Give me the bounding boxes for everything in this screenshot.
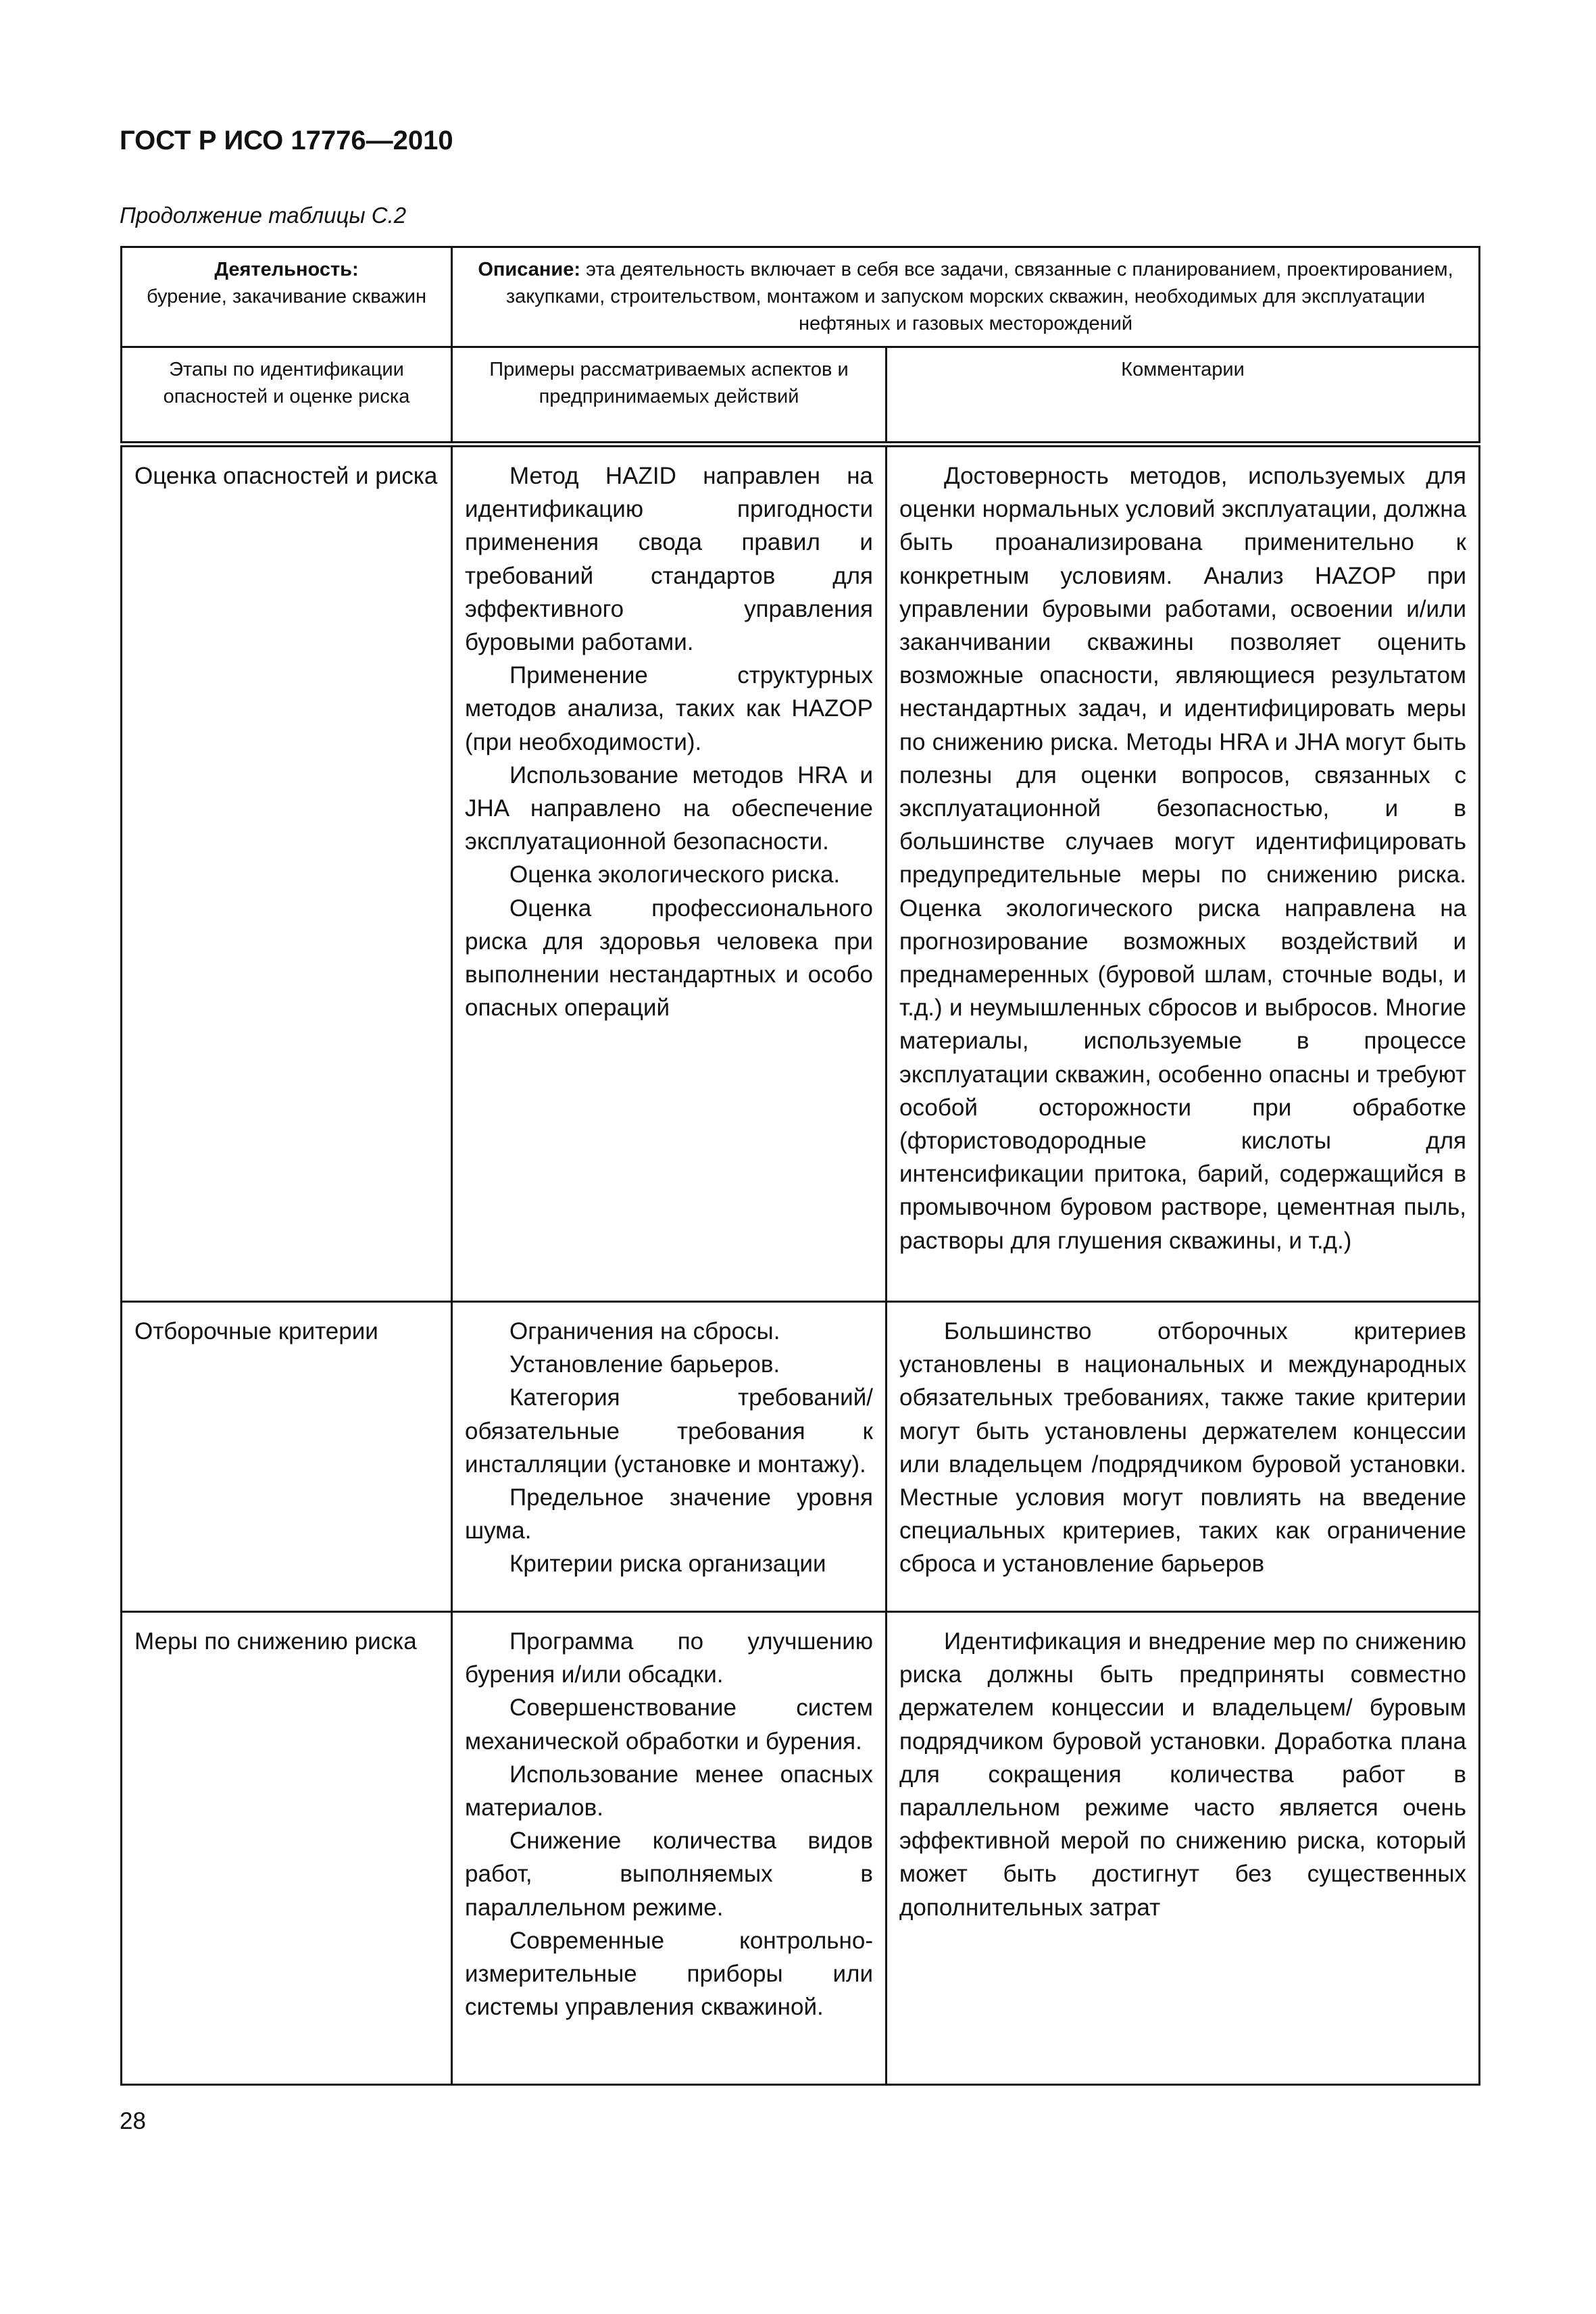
stage-cell: Оценка опасностей и риска (134, 463, 438, 489)
table-row (122, 445, 1480, 1302)
example-item: Предельное значение уровня шума. (465, 1484, 873, 1544)
example-item: Современные контрольно-измерительные приборы или системы управления скважиной. (465, 1927, 873, 2021)
comment-text: Достоверность методов, используемых для оценки нормальных условий эксплуатации, должна быть проанализирована применительно к конкретным условиям. Анализ HAZOP при управлении буровыми работами, освоении и/или заканчивании скважины позволяет оценить возможные опасности, являющиеся результатом нестандартных задач, и идентифицировать меры по снижению риска. Методы HRA и JHA могут быть полезны для оценки вопросов, связанных с эксплуатационной безопасностью, и в большинстве случаев могут идентифицировать предупредительные меры по снижению риска. Оценка экологического риска направлена на прогнозирование возможных воздействий и преднамеренных (буровой шлам, сточные воды, и т.д.) и неумышленных сбросов и выбросов. Многие материалы, используемые в процессе эксплуатации скважин, особенно опасны и требуют особой осторожности при обработке (фтористоводородные кислоты для интенсификации притока, барий, содержащийся в промывочном буровом растворе, цементная пыль, растворы для глушения скважины, и т.д.) (899, 463, 1466, 1254)
example-item: Совершенствование систем механической обработки и бурения. (465, 1694, 873, 1755)
description-label: Описание: (478, 259, 581, 280)
hazard-table (120, 246, 1480, 2086)
example-item: Снижение количества видов работ, выполняемых в параллельном режиме. (465, 1828, 873, 1921)
stage-cell: Меры по снижению риска (134, 1628, 417, 1655)
example-item: Критерии риска организации (509, 1551, 826, 1578)
column-header: Примеры рассматриваемых аспектов и предпринимаемых действий (452, 347, 887, 445)
column-header: Этапы по идентификации опасностей и оценке риска (122, 347, 452, 445)
example-item: Категория требований/обязательные требования к инсталляции (установке и монтажу). (465, 1384, 873, 1478)
example-item: Метод HAZID направлен на идентификацию пригодности применения свода правил и требований стандартов для эффективного управления буровыми работами. (465, 463, 873, 656)
document-title: ГОСТ Р ИСО 17776—2010 (120, 126, 453, 155)
example-item: Применение структурных методов анализа, таких как HAZOP (при необходимости). (465, 662, 873, 755)
comment-text: Большинство отборочных критериев установлены в национальных и международных обязательных требованиях, также такие критерии могут быть установлены держателем концессии или владельцем /подрядчиком буровой установки. Местные условия могут повлиять на введение специальных критериев, таких как ограничение сброса и установление барьеров (899, 1318, 1466, 1578)
example-item: Использование методов HRA и JHA направлено на обеспечение эксплуатационной безопасности. (465, 761, 873, 855)
column-header: Комментарии (887, 347, 1480, 445)
example-item: Оценка экологического риска. (509, 861, 841, 888)
table-row (122, 1302, 1480, 1612)
table-caption: Продолжение таблицы С.2 (120, 203, 407, 228)
activity-cell (122, 247, 452, 347)
activity-text: бурение, закачивание скважин (146, 286, 427, 307)
description-text: эта деятельность включает в себя все задачи, связанные с планированием, проектированием, закупками, строительством, монтажом и запуском морских скважин, необходимых для эксплуатации нефтяных и газовых месторождений (505, 259, 1453, 334)
comment-text: Идентификация и внедрение мер по снижению риска должны быть предприняты совместно держателем концессии и владельцем/ буровым подрядчиком буровой установки. Доработка плана для сокращения количества работ в параллельном режиме часто является очень эффективной мерой по снижению риска, который может быть достигнут без существенных дополнительных затрат (899, 1628, 1466, 1921)
page-number: 28 (120, 2108, 146, 2134)
example-item: Программа по улучшению бурения и/или обсадки. (465, 1628, 873, 1688)
activity-label: Деятельность: (214, 259, 359, 280)
table-row (122, 1612, 1480, 2085)
example-item: Установление барьеров. (509, 1351, 780, 1378)
example-item: Оценка профессионального риска для здоровья человека при выполнении нестандартных и особо опасных операций (465, 895, 873, 1022)
example-item: Ограничения на сбросы. (509, 1318, 780, 1344)
description-cell (452, 247, 1480, 347)
example-item: Использование менее опасных материалов. (465, 1761, 873, 1821)
stage-cell: Отборочные критерии (134, 1318, 378, 1344)
